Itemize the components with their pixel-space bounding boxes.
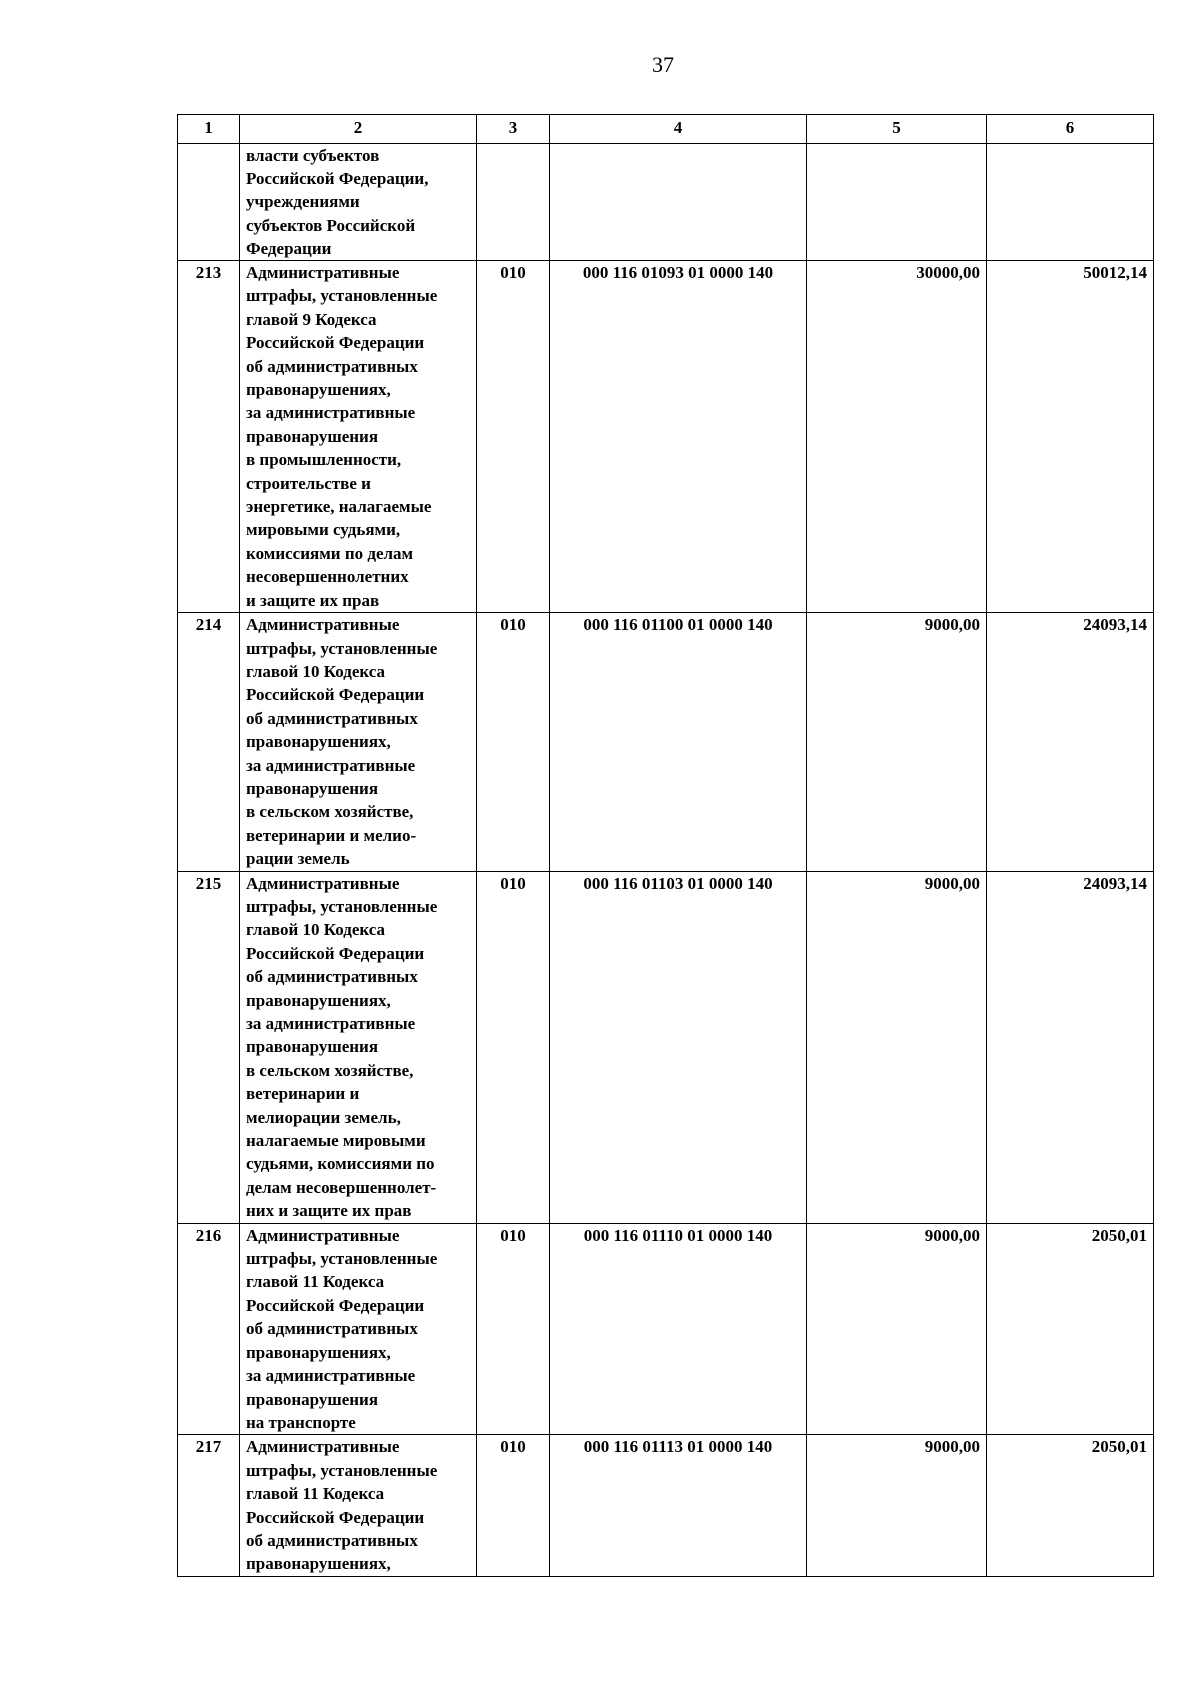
admin-code-cell: 010	[477, 871, 550, 1223]
admin-code-cell: 010	[477, 1435, 550, 1576]
description-line: об административных	[246, 1319, 418, 1339]
description-line: Административные	[246, 263, 400, 283]
description-line: них и защите их прав	[246, 1201, 412, 1221]
row-number-cell: 214	[178, 613, 240, 871]
admin-code-cell: 010	[477, 1223, 550, 1435]
continuation-row	[178, 144, 1154, 261]
description-line: правонарушениях,	[246, 990, 391, 1010]
admin-code-cell: 010	[477, 613, 550, 871]
description-line: Административные	[246, 1437, 400, 1457]
description-cell	[240, 1435, 477, 1576]
description-line: штрафы, установленные	[246, 896, 438, 916]
description-line: ветеринарии и	[246, 1084, 360, 1104]
description-line: штрафы, установленные	[246, 1460, 438, 1480]
description-line: главой 9 Кодекса	[246, 309, 377, 329]
description-line: Административные	[246, 615, 400, 635]
description-line: делам несовершеннолет-	[246, 1177, 437, 1197]
description-line: несовершеннолетних	[246, 567, 409, 587]
admin-code-cell: 010	[477, 261, 550, 613]
description-line: комиссиями по делам	[246, 543, 414, 563]
amount-cell	[807, 144, 987, 261]
description-line: главой 11 Кодекса	[246, 1484, 385, 1504]
description-line: за административные	[246, 403, 416, 423]
description-line: правонарушения	[246, 1389, 379, 1409]
executed-amount-cell: 24093,14	[987, 871, 1154, 1223]
description-line: на транспорте	[246, 1412, 356, 1432]
description-line: рации земель	[246, 849, 350, 869]
description-line: Российской Федерации	[246, 1295, 425, 1315]
row-number-cell: 217	[178, 1435, 240, 1576]
description-cell	[240, 1223, 477, 1435]
row-number-cell: 215	[178, 871, 240, 1223]
page-number: 37	[652, 52, 674, 77]
column-header-4: 4	[550, 115, 807, 144]
description-line: Федерации	[246, 238, 332, 258]
executed-amount-cell: 2050,01	[987, 1435, 1154, 1576]
column-header-1: 1	[178, 115, 240, 144]
executed-amount-cell: 24093,14	[987, 613, 1154, 871]
description-line: строительстве и	[246, 473, 371, 493]
table-row	[178, 1223, 1154, 1435]
description-line: штрафы, установленные	[246, 638, 438, 658]
description-line: правонарушениях,	[246, 732, 391, 752]
budget-revenue-table	[177, 114, 1154, 1577]
amount-cell: 9000,00	[807, 1223, 987, 1435]
row-number-cell	[178, 144, 240, 261]
executed-amount-cell: 50012,14	[987, 261, 1154, 613]
description-line: правонарушения	[246, 1037, 379, 1057]
description-line: власти субъектов	[246, 146, 380, 165]
description-line: об административных	[246, 967, 418, 987]
description-line: об административных	[246, 356, 418, 376]
description-cell	[240, 613, 477, 871]
row-number-cell: 213	[178, 261, 240, 613]
table-row	[178, 871, 1154, 1223]
budget-code-cell: 000 116 01103 01 0000 140	[550, 871, 807, 1223]
amount-cell: 9000,00	[807, 1435, 987, 1576]
amount-cell: 30000,00	[807, 261, 987, 613]
description-line: мелиорации земель,	[246, 1107, 401, 1127]
description-line: Административные	[246, 873, 400, 893]
description-line: штрафы, установленные	[246, 1249, 438, 1269]
description-line: Российской Федерации	[246, 1507, 425, 1527]
table-row	[178, 261, 1154, 613]
table-row	[178, 613, 1154, 871]
description-line: об административных	[246, 708, 418, 728]
budget-code-cell: 000 116 01093 01 0000 140	[550, 261, 807, 613]
description-line: Российской Федерации,	[246, 169, 429, 189]
description-line: главой 11 Кодекса	[246, 1272, 385, 1292]
executed-amount-cell	[987, 144, 1154, 261]
description-line: в сельском хозяйстве,	[246, 1060, 414, 1080]
description-line: Административные	[246, 1225, 400, 1245]
description-line: правонарушениях,	[246, 1342, 391, 1362]
description-line: Российской Федерации	[246, 333, 425, 353]
column-header-2: 2	[240, 115, 477, 144]
description-line: субъектов Российской	[246, 215, 416, 235]
column-header-5: 5	[807, 115, 987, 144]
description-line: и защите их прав	[246, 590, 380, 610]
executed-amount-cell: 2050,01	[987, 1223, 1154, 1435]
amount-cell: 9000,00	[807, 871, 987, 1223]
description-line: правонарушения	[246, 778, 379, 798]
description-line: главой 10 Кодекса	[246, 661, 386, 681]
description-line: главой 10 Кодекса	[246, 920, 386, 940]
description-line: ветеринарии и мелио-	[246, 825, 417, 845]
description-line: мировыми судьями,	[246, 520, 401, 540]
description-line: налагаемые мировыми	[246, 1131, 426, 1151]
column-header-3: 3	[477, 115, 550, 144]
description-line: штрафы, установленные	[246, 286, 438, 306]
budget-code-cell: 000 116 01110 01 0000 140	[550, 1223, 807, 1435]
description-line: за административные	[246, 1014, 416, 1034]
amount-cell: 9000,00	[807, 613, 987, 871]
column-header-6: 6	[987, 115, 1154, 144]
budget-code-cell	[550, 144, 807, 261]
description-line: в сельском хозяйстве,	[246, 802, 414, 822]
description-line: учреждениями	[246, 192, 360, 212]
description-line: Российской Федерации	[246, 685, 425, 705]
description-line: энергетике, налагаемые	[246, 497, 432, 517]
description-line: в промышленности,	[246, 450, 402, 470]
description-line: правонарушениях,	[246, 380, 391, 400]
description-cell	[240, 144, 477, 261]
description-line: об административных	[246, 1530, 418, 1550]
description-line: правонарушения	[246, 426, 379, 446]
description-line: судьями, комиссиями по	[246, 1154, 435, 1174]
description-line: Российской Федерации	[246, 943, 425, 963]
admin-code-cell	[477, 144, 550, 261]
budget-code-cell: 000 116 01100 01 0000 140	[550, 613, 807, 871]
column-number-header-row	[178, 115, 1154, 144]
description-cell	[240, 261, 477, 613]
budget-code-cell: 000 116 01113 01 0000 140	[550, 1435, 807, 1576]
table-row	[178, 1435, 1154, 1576]
description-line: за административные	[246, 755, 416, 775]
row-number-cell: 216	[178, 1223, 240, 1435]
description-line: за административные	[246, 1366, 416, 1386]
description-cell	[240, 871, 477, 1223]
description-line: правонарушениях,	[246, 1554, 391, 1574]
